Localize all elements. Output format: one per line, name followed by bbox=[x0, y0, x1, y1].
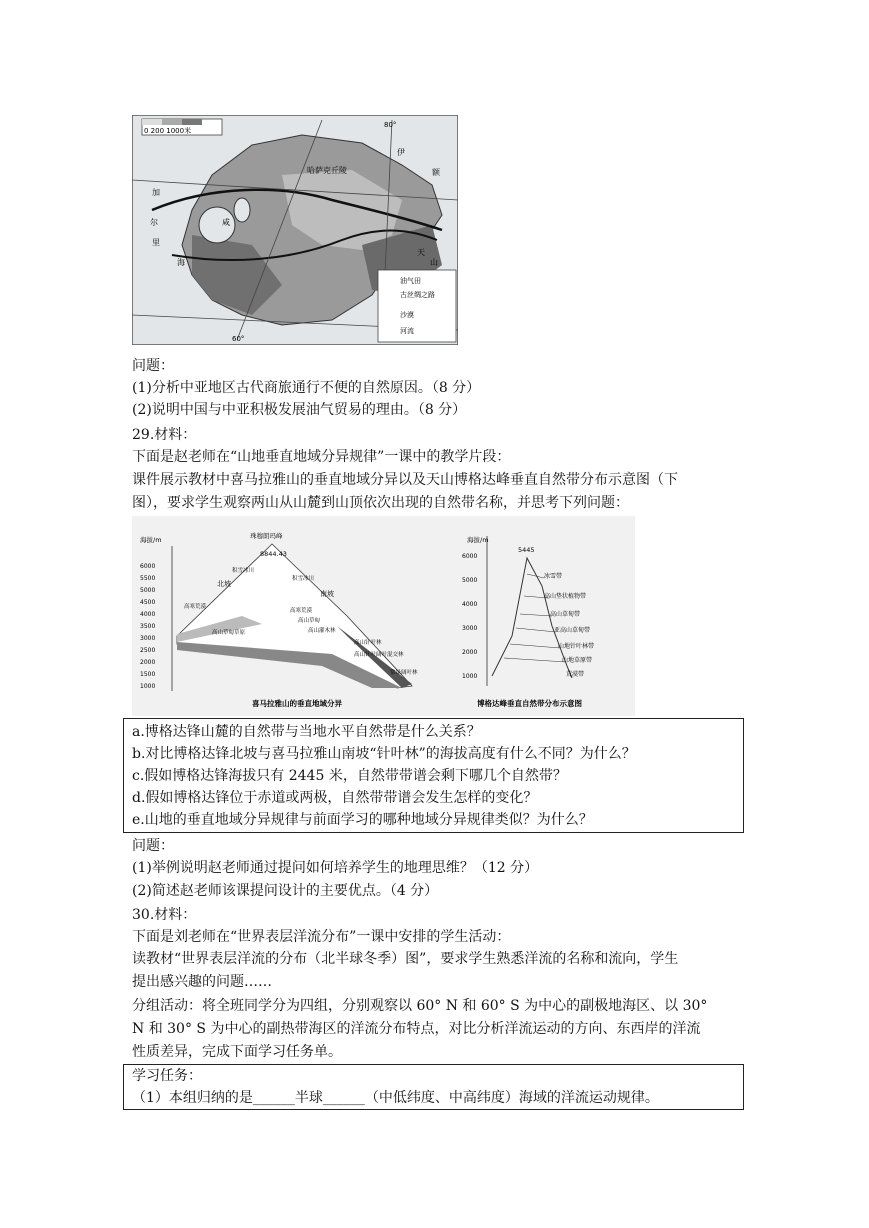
bogda-zone-label: 高山草甸带 bbox=[550, 611, 581, 618]
himalaya-y-tick: 4000 bbox=[140, 611, 156, 618]
bogda-y-tick: 3000 bbox=[462, 625, 478, 632]
q29-item-1: (1)举例说明赵老师通过提问如何培养学生的地理思维？（12 分） bbox=[132, 860, 539, 876]
q30-task-heading: 学习任务： bbox=[132, 1068, 202, 1084]
map-label-e: 额 bbox=[432, 168, 440, 177]
himalaya-zone-label: 积雪冰川 bbox=[292, 576, 315, 582]
q30-task-box bbox=[123, 1064, 744, 1110]
q30-group-line-3: 性质差异，完成下面学习任务单。 bbox=[132, 1044, 342, 1060]
q30-group-line-2: N 和 30° S 为中心的副热带海区的洋流分布特点，对比分析洋流运动的方向、东西岸的洋流 bbox=[132, 1021, 701, 1037]
q29-number: 29.材料： bbox=[132, 427, 197, 443]
q28-heading: 问题： bbox=[132, 358, 174, 374]
bogda-y-tick: 5000 bbox=[462, 577, 478, 584]
vertical-zonation-figure bbox=[132, 516, 635, 716]
q30-number: 30.材料： bbox=[132, 907, 197, 923]
himalaya-y-tick: 2000 bbox=[140, 659, 156, 666]
bogda-caption: 博格达峰垂直自然带分布示意图 bbox=[477, 699, 582, 708]
q30-read-line-2: 提出感兴趣的问题…… bbox=[132, 974, 272, 990]
bogda-zone-label: 山地针叶林带 bbox=[558, 643, 595, 650]
himalaya-south-slope: 南坡 bbox=[320, 590, 334, 598]
q29-question-a: a.博格达锋山麓的自然带与当地水平自然带是什么关系？ bbox=[132, 724, 481, 740]
q30-read-line-1: 读教材“世界表层洋流的分布（北半球冬季）图”，要求学生熟悉洋流的名称和流向，学生 bbox=[132, 951, 679, 967]
bogda-zone-label: 高山垫状植物带 bbox=[544, 593, 587, 600]
himalaya-y-tick: 6000 bbox=[140, 563, 156, 570]
q29-question-e: e.山地的垂直地域分异规律与前面学习的哪种地域分异规律类似？为什么？ bbox=[132, 812, 593, 828]
himalaya-y-axis-title: 海拔/m bbox=[140, 536, 162, 544]
himalaya-zone-label: 积雪冰川 bbox=[232, 568, 255, 574]
q30-task-item: （1）本组归纳的是______半球______（中低纬度、中高纬度）海域的洋流运动规律。 bbox=[132, 1090, 659, 1106]
bogda-peak-value: 5445 bbox=[518, 546, 535, 554]
himalaya-zone-label: 高寒荒漠 bbox=[184, 604, 207, 610]
bogda-zone-label: 亚高山草甸带 bbox=[554, 627, 591, 634]
himalaya-caption: 喜马拉雅山的垂直地域分异 bbox=[252, 699, 342, 708]
map-scale-legend: 0 200 1000米 bbox=[144, 127, 192, 135]
himalaya-peak-label: 珠穆朗玛峰 bbox=[250, 532, 283, 540]
q29-desc-line-2: 图），要求学生观察两山从山麓到山顶依次出现的自然带名称，并思考下列问题： bbox=[132, 495, 629, 511]
map-label-shan: 山 bbox=[430, 258, 438, 267]
himalaya-y-tick: 1500 bbox=[140, 671, 156, 678]
central-asia-map bbox=[132, 115, 458, 345]
q30-group-line-1: 分组活动：将全班同学分为四组，分别观察以 60° N 和 60° S 为中心的副极地海区、以 30° bbox=[132, 998, 708, 1014]
q28-item-2: (2)说明中国与中亚积极发展油气贸易的理由。（8 分） bbox=[132, 402, 467, 418]
himalaya-y-tick: 3000 bbox=[140, 635, 156, 642]
map-label-xian: 咸 bbox=[222, 218, 230, 227]
map-label-er: 尔 bbox=[150, 218, 158, 227]
himalaya-zone-label: 高山灌木林 bbox=[308, 628, 336, 634]
himalaya-zone-label: 高寒荒漠 bbox=[290, 608, 313, 614]
q29-desc-line-1: 课件展示教材中喜马拉雅山的垂直地域分异以及天山博格达峰垂直自然带分布示意图（下 bbox=[132, 472, 678, 488]
map-label-yi: 伊 bbox=[397, 148, 405, 157]
himalaya-zone-label: 高山针叶阔叶混交林 bbox=[354, 652, 404, 658]
map-label-hai: 海 bbox=[177, 258, 185, 267]
map-meridian-60: 60° bbox=[232, 335, 245, 343]
map-label-li: 里 bbox=[152, 238, 160, 247]
q29-question-c: c.假如博格达锋海拔只有 2445 米，自然带带谱会剩下哪几个自然带？ bbox=[132, 768, 567, 784]
bogda-y-axis-title: 海拔/m bbox=[467, 536, 489, 544]
himalaya-y-tick: 5000 bbox=[140, 587, 156, 594]
q30-intro: 下面是刘老师在“世界表层洋流分布”一课中安排的学生活动： bbox=[132, 929, 511, 945]
map-label-jia: 加 bbox=[152, 188, 160, 197]
bogda-y-tick: 2000 bbox=[462, 649, 478, 656]
himalaya-zone-label: 常绿阔叶林 bbox=[390, 670, 418, 676]
himalaya-zone-label: 高山草甸 bbox=[298, 618, 321, 624]
himalaya-y-tick: 2500 bbox=[140, 647, 156, 654]
himalaya-zone-label: 高山针叶林 bbox=[354, 640, 382, 646]
bogda-y-tick: 1000 bbox=[462, 673, 478, 680]
himalaya-y-tick: 4500 bbox=[140, 599, 156, 606]
himalaya-north-slope: 北坡 bbox=[217, 580, 231, 588]
q29-item-2: (2)简述赵老师该课提问设计的主要优点。（4 分） bbox=[132, 883, 439, 899]
legend-river: 河流 bbox=[400, 327, 414, 335]
q29-question-b: b.对比博格达锋北坡与喜马拉雅山南坡“针叶林”的海拔高度有什么不同？为什么？ bbox=[132, 746, 636, 762]
himalaya-zone-label: 高山草甸草原 bbox=[212, 630, 246, 636]
legend-oilgas: 油气田 bbox=[400, 277, 421, 285]
bogda-zone-label: 冰雪带 bbox=[544, 573, 563, 580]
himalaya-peak-value: 8844.43 bbox=[260, 550, 287, 558]
map-meridian-80: 80° bbox=[384, 121, 397, 129]
himalaya-y-tick: 5500 bbox=[140, 575, 156, 582]
himalaya-y-tick: 1000 bbox=[140, 683, 156, 690]
q29-question-d: d.假如博格达锋位于赤道或两极，自然带带谱会发生怎样的变化？ bbox=[132, 790, 538, 806]
map-label-tian: 天 bbox=[417, 248, 425, 257]
map-label-kazakh-hills: 哈萨克丘陵 bbox=[307, 166, 347, 175]
bogda-zone-label: 山地草原带 bbox=[562, 657, 593, 664]
q29-intro: 下面是赵老师在“山地垂直地域分异规律”一课中的教学片段： bbox=[132, 449, 511, 465]
bogda-y-tick: 4000 bbox=[462, 601, 478, 608]
legend-desert: 沙漠 bbox=[400, 311, 414, 319]
bogda-zone-label: 荒漠带 bbox=[566, 671, 585, 678]
q28-item-1: (1)分析中亚地区古代商旅通行不便的自然原因。（8 分） bbox=[132, 380, 481, 396]
q29-heading: 问题： bbox=[132, 838, 174, 854]
legend-silkroad: 古丝绸之路 bbox=[400, 291, 435, 299]
himalaya-y-tick: 3500 bbox=[140, 623, 156, 630]
bogda-y-tick: 6000 bbox=[462, 553, 478, 560]
q29-question-box bbox=[123, 718, 744, 833]
